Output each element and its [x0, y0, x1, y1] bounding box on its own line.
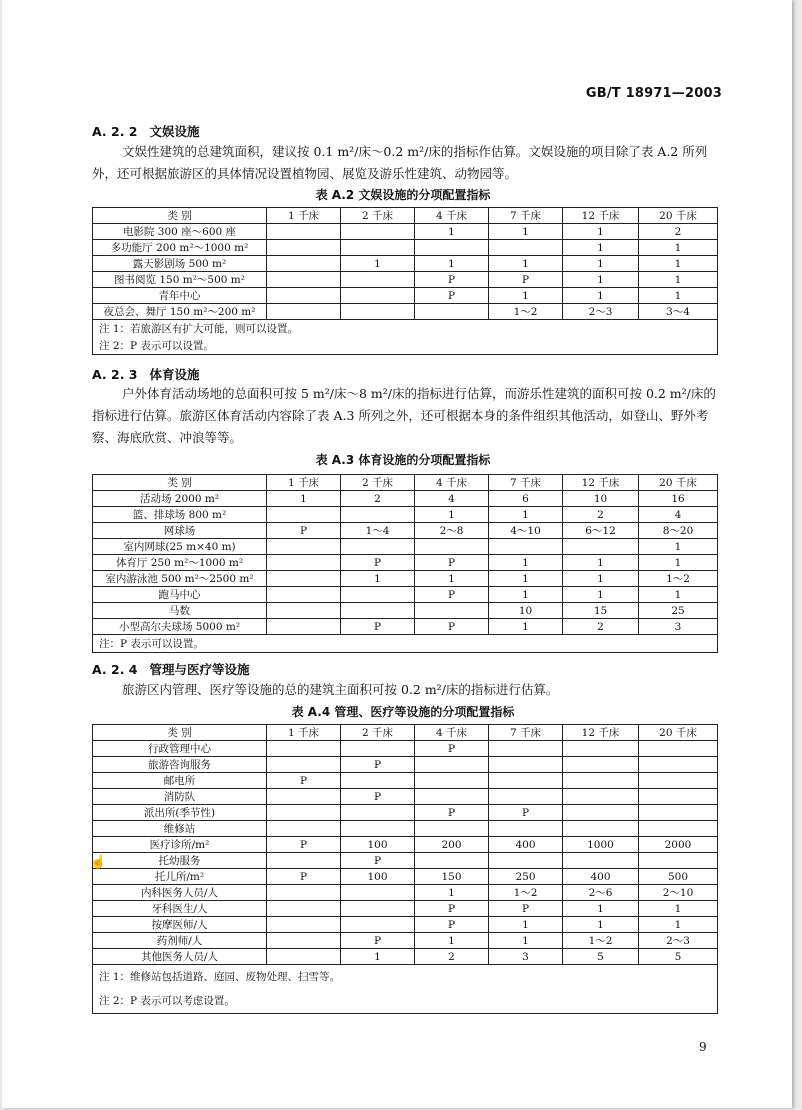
- table-row: [93, 805, 718, 821]
- table-cell: [639, 757, 718, 773]
- row-label: 牙科医生/人: [93, 901, 267, 917]
- row-label: 行政管理中心: [93, 741, 267, 757]
- table-cell: 1: [415, 507, 489, 523]
- row-label: 网球场: [93, 523, 267, 539]
- table-cell: [267, 933, 341, 949]
- table-cell: [489, 773, 563, 789]
- table-cell: P: [415, 619, 489, 635]
- table-header-row: [93, 475, 718, 491]
- table-note: 注 1：维修站包括道路、庭园、废物处理、扫雪等。: [93, 965, 718, 988]
- table-cell: 1: [563, 555, 639, 571]
- table-cell: 400: [563, 869, 639, 885]
- table-cell: 2～6: [563, 885, 639, 901]
- table-cell: [267, 539, 341, 555]
- table-cell: [563, 821, 639, 837]
- table-row: [93, 539, 718, 555]
- table-cell: 1: [639, 272, 718, 288]
- table-cell: P: [267, 773, 341, 789]
- table-row: [93, 571, 718, 587]
- table-row: [93, 885, 718, 901]
- row-label: 小型高尔夫球场 5000 m²: [93, 619, 267, 635]
- row-label: 夜总会、舞厅 150 m²～200 m²: [93, 304, 267, 320]
- table-header-row: [93, 208, 718, 224]
- table-cell: 1: [563, 224, 639, 240]
- table-cell: [639, 789, 718, 805]
- table-caption-a2: 表 A.2 文娱设施的分项配置指标: [315, 188, 491, 202]
- table-cell: P: [489, 901, 563, 917]
- table-cell: 1: [489, 587, 563, 603]
- table-cell: 1: [563, 256, 639, 272]
- table-cell: 3～4: [639, 304, 718, 320]
- table-cell: [267, 619, 341, 635]
- column-header: 类 别: [93, 725, 267, 741]
- table-cell: P: [415, 272, 489, 288]
- table-cell: [341, 539, 415, 555]
- table-cell: 2: [639, 224, 718, 240]
- column-header: 4 千床: [415, 475, 489, 491]
- row-label: 邮电所: [93, 773, 267, 789]
- table-cell: 2～3: [639, 933, 718, 949]
- table-cell: 1: [415, 224, 489, 240]
- table-cell: 1～2: [639, 571, 718, 587]
- column-header: 7 千床: [489, 725, 563, 741]
- table-row: [93, 224, 718, 240]
- table-cell: [341, 587, 415, 603]
- table-cell: 4: [415, 491, 489, 507]
- column-header: 1 千床: [267, 475, 341, 491]
- table-cell: [267, 272, 341, 288]
- section-number: A. 2. 4: [92, 662, 138, 677]
- table-cell: 2～8: [415, 523, 489, 539]
- column-header: 12 千床: [563, 208, 639, 224]
- table-cell: [563, 773, 639, 789]
- table-cell: 1: [341, 949, 415, 965]
- table-cell: [267, 821, 341, 837]
- section-heading-a22: [92, 122, 200, 140]
- table-cell: P: [341, 789, 415, 805]
- table-cell: [267, 949, 341, 965]
- table-cell: 1: [563, 240, 639, 256]
- table-cell: [267, 256, 341, 272]
- table-cell: P: [267, 837, 341, 853]
- table-cell: 2000: [639, 837, 718, 853]
- table-cell: [489, 821, 563, 837]
- table-cell: P: [489, 805, 563, 821]
- table-cell: [639, 853, 718, 869]
- table-a4: [92, 724, 718, 1014]
- table-cell: 15: [563, 603, 639, 619]
- table-cell: [489, 757, 563, 773]
- table-cell: [341, 288, 415, 304]
- table-cell: [563, 853, 639, 869]
- table-cell: 16: [639, 491, 718, 507]
- table-row: [93, 741, 718, 757]
- table-cell: [341, 272, 415, 288]
- table-cell: [489, 853, 563, 869]
- table-row: [93, 933, 718, 949]
- table-cell: 2: [563, 619, 639, 635]
- section-title: 文娱设施: [149, 124, 200, 139]
- table-cell: 1: [639, 917, 718, 933]
- row-label: 旅游咨询服务: [93, 757, 267, 773]
- table-cell: 1000: [563, 837, 639, 853]
- table-row: [93, 757, 718, 773]
- table-cell: 10: [489, 603, 563, 619]
- column-header: 类 别: [93, 208, 267, 224]
- table-cell: 1: [267, 491, 341, 507]
- table-cell: P: [415, 587, 489, 603]
- column-header: 2 千床: [341, 208, 415, 224]
- table-cell: P: [267, 523, 341, 539]
- row-label: 派出所(季节性): [93, 805, 267, 821]
- table-cell: 1: [489, 917, 563, 933]
- table-cell: 1: [341, 256, 415, 272]
- column-header: 7 千床: [489, 208, 563, 224]
- table-cell: [563, 741, 639, 757]
- table-row: [93, 789, 718, 805]
- table-cell: [267, 288, 341, 304]
- column-header: 1 千床: [267, 208, 341, 224]
- table-cell: 1: [563, 288, 639, 304]
- row-label: 青年中心: [93, 288, 267, 304]
- section-heading-a23: [92, 365, 200, 383]
- row-label: 多功能厅 200 m²～1000 m²: [93, 240, 267, 256]
- table-caption-a4: 表 A.4 管理、医疗等设施的分项配置指标: [291, 705, 515, 719]
- row-label: 按摩医师/人: [93, 917, 267, 933]
- table-cell: [267, 901, 341, 917]
- column-header: 4 千床: [415, 725, 489, 741]
- table-cell: [415, 240, 489, 256]
- row-label: 跑马中心: [93, 587, 267, 603]
- table-cell: [267, 885, 341, 901]
- table-cell: [267, 853, 341, 869]
- table-note: 注 1：若旅游区有扩大可能，则可以设置。: [93, 320, 718, 338]
- table-note: 注：P 表示可以设置。: [93, 635, 718, 653]
- table-cell: [267, 805, 341, 821]
- table-cell: 200: [415, 837, 489, 853]
- table-cell: [415, 539, 489, 555]
- column-header: 类 别: [93, 475, 267, 491]
- table-cell: P: [341, 757, 415, 773]
- table-cell: 4～10: [489, 523, 563, 539]
- table-cell: 1: [341, 571, 415, 587]
- table-cell: 6: [489, 491, 563, 507]
- column-header: 1 千床: [267, 725, 341, 741]
- table-cell: [341, 304, 415, 320]
- table-cell: [415, 773, 489, 789]
- table-cell: P: [341, 619, 415, 635]
- table-cell: [267, 304, 341, 320]
- section-number: A. 2. 2: [92, 124, 138, 139]
- table-note-row: [93, 320, 718, 338]
- table-cell: 1: [639, 555, 718, 571]
- table-cell: 150: [415, 869, 489, 885]
- table-a3: [92, 474, 718, 653]
- table-cell: [267, 224, 341, 240]
- table-cell: [341, 917, 415, 933]
- hand-pointer-icon: ☝: [90, 855, 107, 870]
- table-cell: 1: [639, 587, 718, 603]
- row-label: 电影院 300 座～600 座: [93, 224, 267, 240]
- row-label: 室内游泳池 500 m²～2500 m²: [93, 571, 267, 587]
- table-cell: [639, 821, 718, 837]
- table-note: 注 2：P 表示可以设置。: [93, 337, 718, 355]
- table-cell: [267, 571, 341, 587]
- table-row: [93, 901, 718, 917]
- table-note-row: [93, 965, 718, 988]
- column-header: 2 千床: [341, 725, 415, 741]
- table-row: [93, 288, 718, 304]
- table-cell: [639, 773, 718, 789]
- table-cell: 3: [639, 619, 718, 635]
- table-cell: P: [415, 805, 489, 821]
- table-cell: [489, 539, 563, 555]
- table-cell: [341, 603, 415, 619]
- table-cell: [415, 757, 489, 773]
- table-cell: 400: [489, 837, 563, 853]
- table-cell: [341, 240, 415, 256]
- table-cell: 6～12: [563, 523, 639, 539]
- table-cell: 5: [639, 949, 718, 965]
- section-number: A. 2. 3: [92, 367, 138, 382]
- table-cell: 2: [563, 507, 639, 523]
- table-row: [93, 773, 718, 789]
- table-cell: [341, 773, 415, 789]
- table-row: [93, 256, 718, 272]
- table-caption-a3: 表 A.3 体育设施的分项配置指标: [315, 453, 491, 467]
- table-cell: [341, 507, 415, 523]
- table-note-row: [93, 987, 718, 1014]
- table-row: [93, 507, 718, 523]
- table-cell: 1: [489, 288, 563, 304]
- table-cell: 1: [639, 256, 718, 272]
- table-cell: 1: [639, 288, 718, 304]
- row-label: 篮、排球场 800 m²: [93, 507, 267, 523]
- table-cell: 2: [341, 491, 415, 507]
- table-cell: 1: [639, 901, 718, 917]
- table-cell: 250: [489, 869, 563, 885]
- table-note-row: [93, 337, 718, 355]
- section-title: 体育设施: [149, 367, 200, 382]
- table-cell: 1～2: [489, 885, 563, 901]
- row-label: 马数: [93, 603, 267, 619]
- table-cell: 1: [415, 933, 489, 949]
- table-cell: [267, 587, 341, 603]
- paragraph-a24: 旅游区内管理、医疗等设施的总的建筑主面积可按 0.2 m²/床的指标进行估算。: [122, 682, 559, 697]
- table-cell: [267, 603, 341, 619]
- paragraph-a23: 户外体育活动场地的总面积可按 5 m²/床～8 m²/床的指标进行估算，而游乐性建筑的面积可按 0.2 m²/床的指标进行估算。旅游区体育活动内容除了表 A.3 所列之外，还可根据本身的条件组织其他活动，如登山、野外考察、海底欣赏、冲浪等等。: [92, 386, 716, 445]
- table-cell: 1: [415, 571, 489, 587]
- table-cell: P: [415, 741, 489, 757]
- table-cell: 1: [489, 933, 563, 949]
- table-row: [93, 603, 718, 619]
- table-cell: P: [341, 933, 415, 949]
- table-cell: 1: [489, 507, 563, 523]
- table-cell: 100: [341, 869, 415, 885]
- table-row: [93, 949, 718, 965]
- table-row: [93, 523, 718, 539]
- row-label: 医疗诊所/m²: [93, 837, 267, 853]
- row-label: 药剂师/人: [93, 933, 267, 949]
- table-cell: [341, 224, 415, 240]
- row-label: 托儿所/m²: [93, 869, 267, 885]
- table-cell: [489, 240, 563, 256]
- table-cell: [415, 821, 489, 837]
- table-cell: [341, 901, 415, 917]
- table-cell: P: [415, 901, 489, 917]
- row-label: 活动场 2000 m²: [93, 491, 267, 507]
- table-cell: 1～2: [489, 304, 563, 320]
- table-cell: 100: [341, 837, 415, 853]
- table-cell: P: [415, 917, 489, 933]
- table-cell: 1: [563, 272, 639, 288]
- table-row: [93, 837, 718, 853]
- table-cell: 1: [489, 256, 563, 272]
- standard-code: GB/T 18971—2003: [585, 86, 722, 101]
- table-note: 注 2：P 表示可以考虑设置。: [93, 987, 718, 1014]
- row-label: 维修站: [93, 821, 267, 837]
- row-label: 其他医务人员/人: [93, 949, 267, 965]
- section-title: 管理与医疗等设施: [149, 662, 250, 677]
- table-cell: [489, 741, 563, 757]
- table-a2: [92, 207, 718, 355]
- table-cell: [267, 757, 341, 773]
- column-header: 20 千床: [639, 725, 718, 741]
- table-row: [93, 272, 718, 288]
- table-header-row: [93, 725, 718, 741]
- column-header: 7 千床: [489, 475, 563, 491]
- table-cell: 5: [563, 949, 639, 965]
- column-header: 12 千床: [563, 475, 639, 491]
- table-cell: P: [489, 272, 563, 288]
- table-cell: 1～2: [563, 933, 639, 949]
- table-cell: 1: [489, 224, 563, 240]
- row-label: 内科医务人员/人: [93, 885, 267, 901]
- table-row: [93, 555, 718, 571]
- table-cell: [639, 805, 718, 821]
- table-row: [93, 917, 718, 933]
- table-cell: [267, 789, 341, 805]
- table-cell: 1: [489, 619, 563, 635]
- table-cell: [639, 741, 718, 757]
- table-cell: 1: [639, 240, 718, 256]
- table-cell: [563, 789, 639, 805]
- table-cell: [341, 885, 415, 901]
- table-row: [93, 240, 718, 256]
- table-cell: [415, 304, 489, 320]
- table-cell: [415, 853, 489, 869]
- row-label: 室内网球(25 m×40 m): [93, 539, 267, 555]
- table-cell: 1: [489, 571, 563, 587]
- table-cell: 25: [639, 603, 718, 619]
- document-page: [2, 0, 792, 1108]
- table-cell: P: [415, 555, 489, 571]
- table-cell: 2: [415, 949, 489, 965]
- table-row: [93, 853, 718, 869]
- table-cell: 1: [563, 587, 639, 603]
- table-cell: 1: [563, 901, 639, 917]
- column-header: 4 千床: [415, 208, 489, 224]
- page-number: 9: [699, 1040, 707, 1054]
- table-row: [93, 821, 718, 837]
- row-label: 体育厅 250 m²～1000 m²: [93, 555, 267, 571]
- table-cell: 500: [639, 869, 718, 885]
- table-note-row: [93, 635, 718, 653]
- table-cell: 8～20: [639, 523, 718, 539]
- table-cell: [563, 539, 639, 555]
- table-cell: [267, 917, 341, 933]
- table-cell: [341, 821, 415, 837]
- column-header: 12 千床: [563, 725, 639, 741]
- table-cell: 4: [639, 507, 718, 523]
- table-cell: [267, 240, 341, 256]
- table-cell: P: [341, 853, 415, 869]
- table-cell: P: [415, 288, 489, 304]
- column-header: 20 千床: [639, 475, 718, 491]
- table-cell: 1～4: [341, 523, 415, 539]
- table-row: [93, 619, 718, 635]
- table-cell: 1: [415, 256, 489, 272]
- table-cell: [563, 805, 639, 821]
- table-cell: 1: [489, 555, 563, 571]
- table-cell: 2～10: [639, 885, 718, 901]
- table-cell: [563, 757, 639, 773]
- table-cell: [267, 741, 341, 757]
- table-cell: P: [267, 869, 341, 885]
- column-header: 2 千床: [341, 475, 415, 491]
- table-cell: 10: [563, 491, 639, 507]
- table-cell: 1: [415, 885, 489, 901]
- section-heading-a24: [92, 660, 250, 678]
- table-cell: [341, 805, 415, 821]
- table-cell: P: [341, 555, 415, 571]
- table-row: [93, 491, 718, 507]
- row-label: 图书阅览 150 m²～500 m²: [93, 272, 267, 288]
- table-cell: 1: [639, 539, 718, 555]
- table-row: [93, 304, 718, 320]
- table-cell: [267, 555, 341, 571]
- table-cell: 1: [563, 917, 639, 933]
- table-cell: [489, 789, 563, 805]
- table-cell: [341, 741, 415, 757]
- table-cell: [415, 603, 489, 619]
- row-label: 托幼服务: [93, 853, 267, 869]
- table-cell: [267, 507, 341, 523]
- table-cell: [415, 789, 489, 805]
- table-row: [93, 869, 718, 885]
- table-cell: 3: [489, 949, 563, 965]
- column-header: 20 千床: [639, 208, 718, 224]
- row-label: 消防队: [93, 789, 267, 805]
- table-row: [93, 587, 718, 603]
- table-cell: 1: [563, 571, 639, 587]
- table-cell: 2～3: [563, 304, 639, 320]
- paragraph-a22: 文娱性建筑的总建筑面积，建议按 0.1 m²/床～0.2 m²/床的指标作估算。文娱设施的项目除了表 A.2 所列外，还可根据旅游区的具体情况设置植物园、展览及游乐性建筑、动物园等。: [92, 144, 708, 181]
- row-label: 露天影剧场 500 m²: [93, 256, 267, 272]
